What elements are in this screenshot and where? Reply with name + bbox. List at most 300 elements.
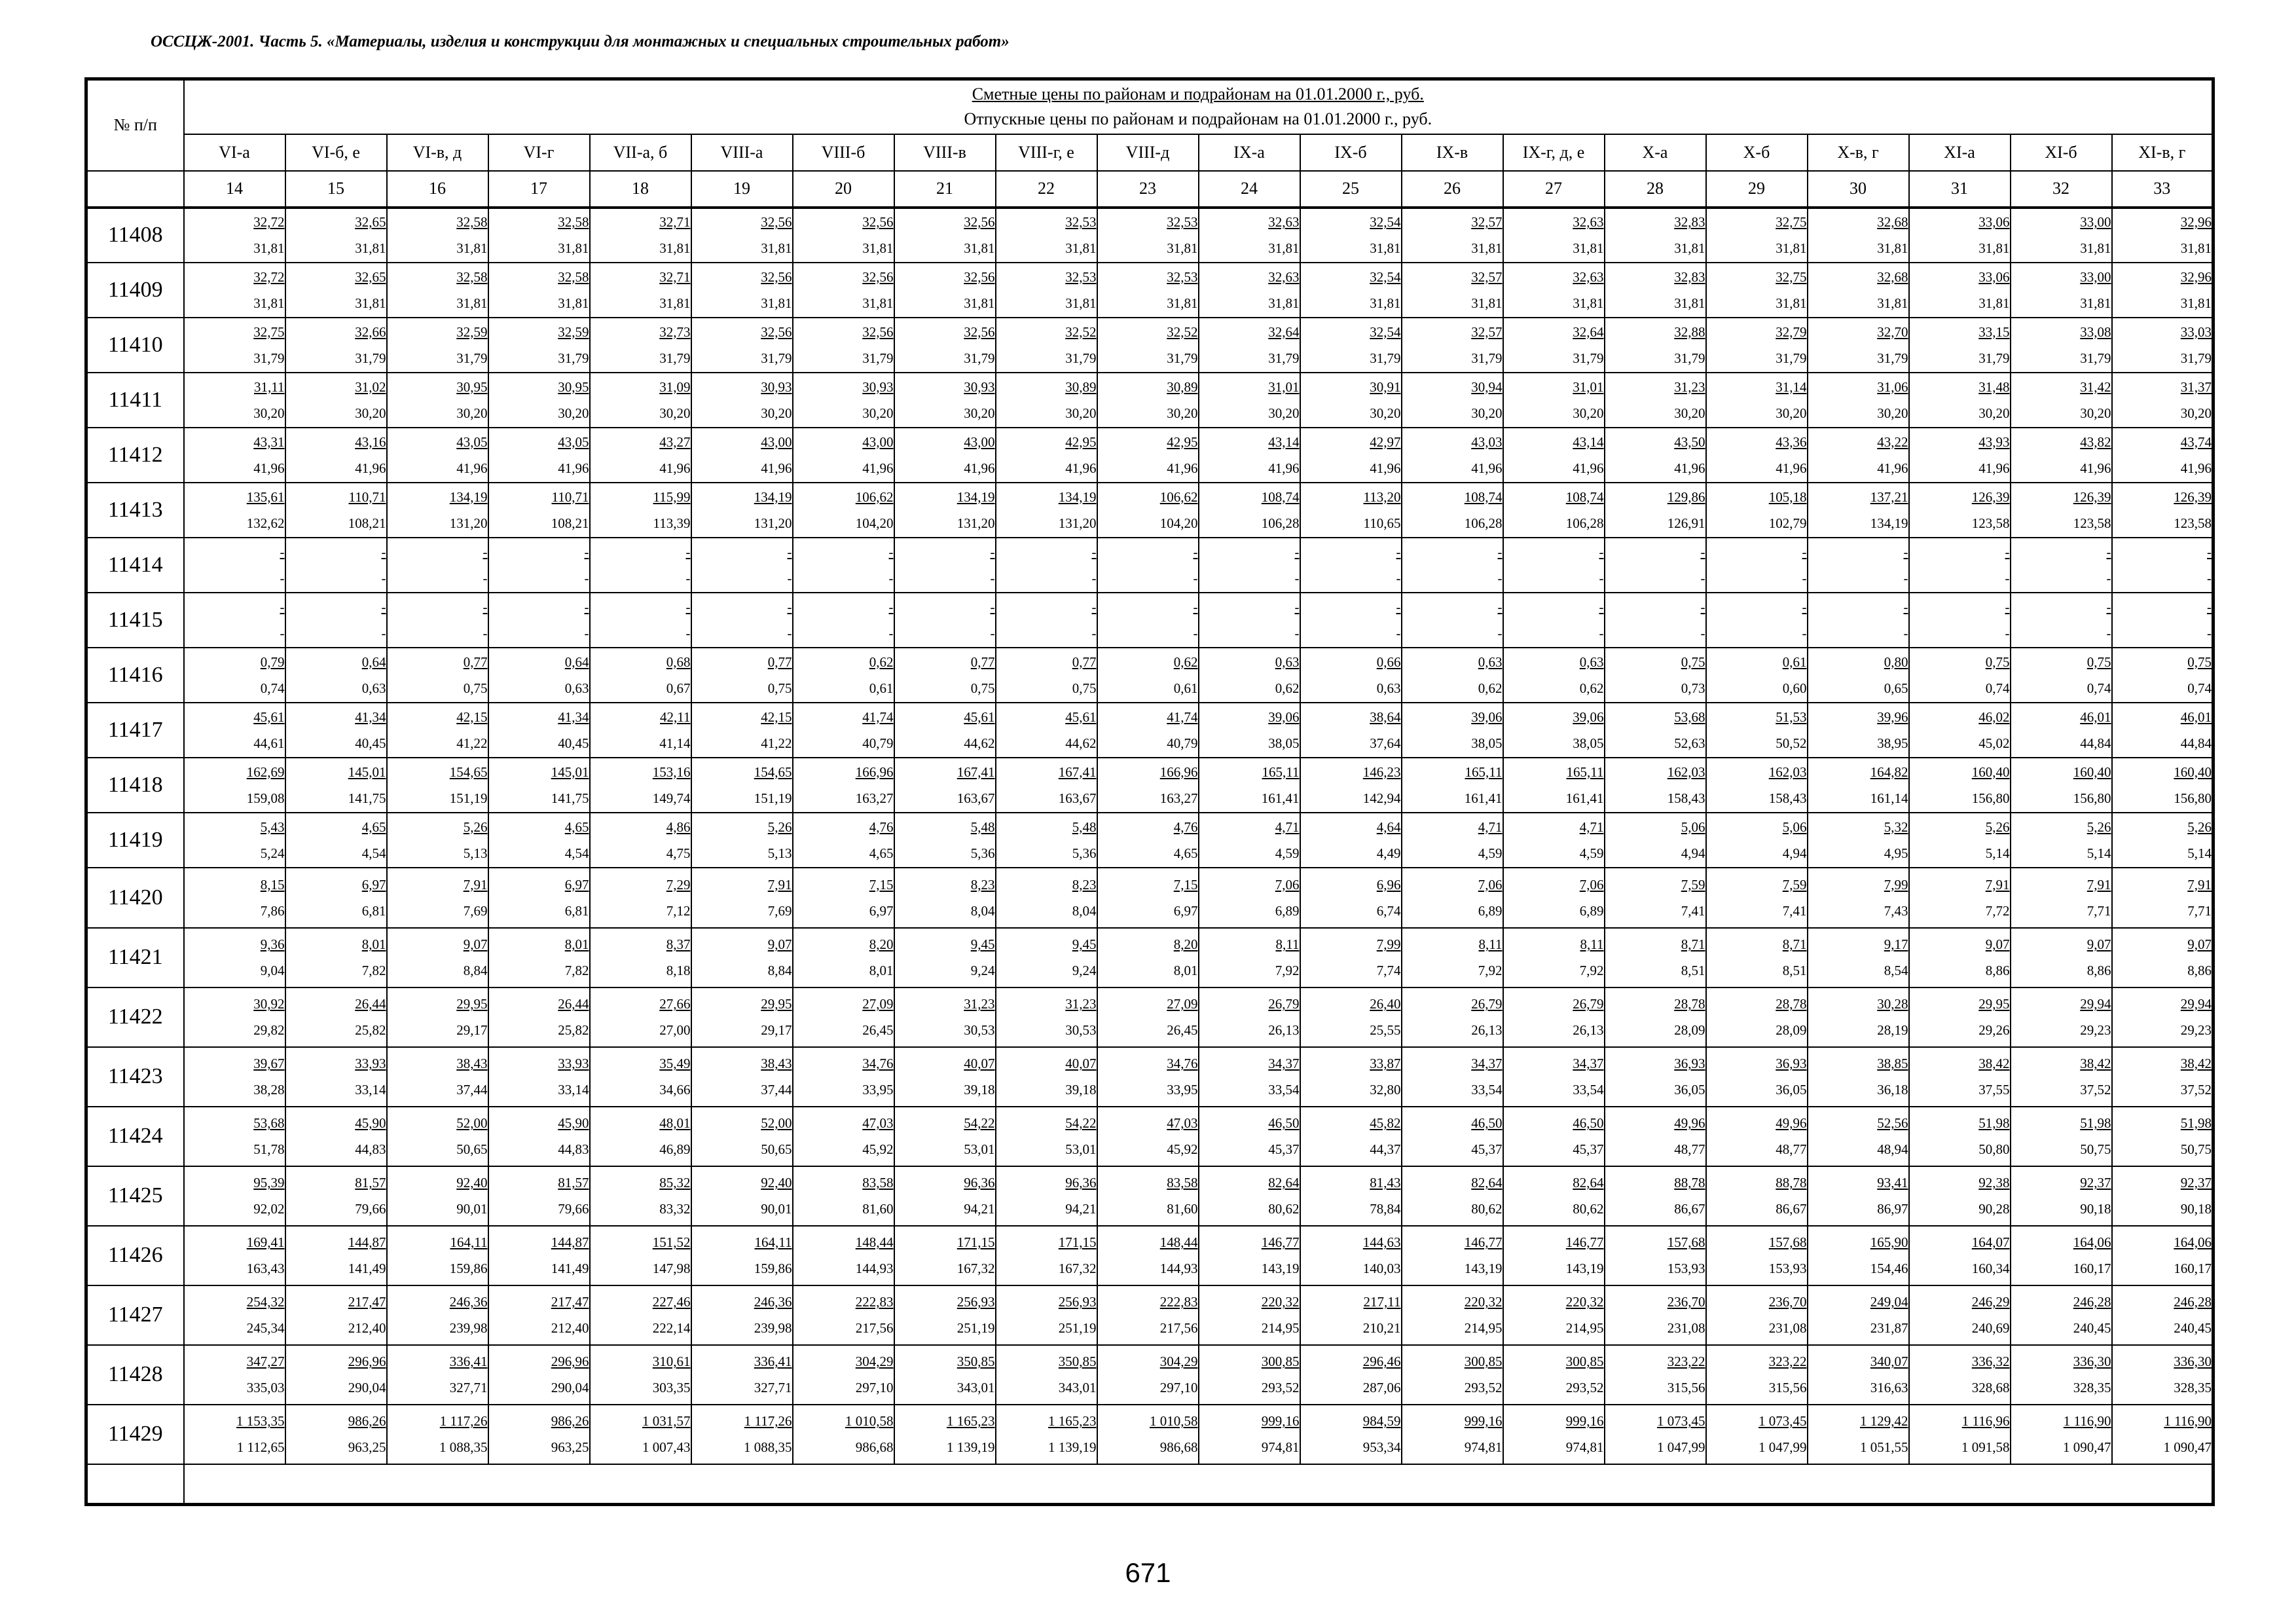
release-price: 142,94	[1362, 790, 1401, 806]
estimated-price: 1 117,26	[439, 1413, 488, 1429]
price-cell	[488, 483, 590, 538]
price-cell	[387, 373, 488, 428]
release-price: 1 051,55	[1860, 1439, 1908, 1455]
release-price: 44,61	[253, 735, 285, 751]
price-cell	[1300, 318, 1402, 373]
price-cell	[2011, 868, 2112, 928]
release-price: 167,32	[957, 1261, 995, 1276]
release-price: 30,20	[1877, 405, 1908, 421]
estimated-price: 29,95	[1978, 996, 2010, 1012]
release-price: 38,05	[1573, 735, 1604, 751]
region-header: IX-а	[1199, 134, 1300, 171]
estimated-price: 153,16	[652, 764, 691, 780]
release-price: 30,20	[456, 405, 488, 421]
price-cell	[2112, 928, 2214, 987]
price-cell	[387, 318, 488, 373]
price-cell	[996, 483, 1097, 538]
release-price: 7,41	[1782, 902, 1807, 919]
release-price: -	[381, 625, 386, 641]
release-price: 8,18	[666, 963, 691, 978]
estimated-price: 1 010,58	[1150, 1413, 1198, 1429]
release-price: 0,75	[463, 680, 488, 696]
region-header: VI-в, д	[387, 134, 488, 171]
estimated-price: 32,64	[1573, 323, 1604, 340]
price-cell	[996, 813, 1097, 868]
price-cell	[590, 373, 691, 428]
release-price: 31,81	[558, 240, 589, 256]
release-price: 963,25	[551, 1439, 589, 1455]
release-price: 44,84	[2180, 735, 2212, 751]
price-cell	[1909, 868, 2011, 928]
region-header: IX-б	[1300, 134, 1402, 171]
price-cell	[1909, 373, 2011, 428]
release-price: 144,93	[1159, 1261, 1198, 1276]
price-cell	[1300, 483, 1402, 538]
estimated-price: 5,06	[1782, 819, 1807, 835]
price-cell	[691, 208, 793, 263]
price-cell	[691, 703, 793, 758]
release-price: 44,83	[355, 1141, 386, 1157]
release-price: 132,62	[246, 515, 285, 531]
price-cell	[894, 1226, 996, 1285]
price-cell	[691, 1285, 793, 1345]
row-code: 11422	[86, 987, 184, 1047]
estimated-price: 7,15	[869, 876, 894, 893]
release-price: 328,35	[2174, 1380, 2212, 1395]
price-cell	[1097, 593, 1199, 648]
price-cell	[2112, 208, 2214, 263]
estimated-price: -	[1802, 599, 1807, 615]
price-cell	[1706, 703, 1808, 758]
price-cell	[1300, 263, 1402, 318]
estimated-price: 0,62	[1173, 654, 1198, 670]
price-cell	[1503, 1107, 1605, 1166]
page-number: 671	[1125, 1557, 1171, 1588]
price-cell	[1503, 648, 1605, 703]
price-cell	[2112, 483, 2214, 538]
estimated-price: 38,85	[1877, 1056, 1908, 1071]
price-cell	[1199, 813, 1300, 868]
estimated-price: 105,18	[1768, 489, 1807, 505]
column-number: 16	[387, 171, 488, 208]
price-cell	[387, 593, 488, 648]
estimated-price: 217,47	[348, 1294, 386, 1310]
price-cell	[996, 648, 1097, 703]
price-cell	[1300, 1047, 1402, 1107]
estimated-price: 43,00	[964, 434, 995, 450]
release-price: 31,81	[1573, 295, 1604, 311]
estimated-price: 46,50	[1573, 1115, 1604, 1131]
estimated-price: 0,75	[2187, 654, 2212, 670]
price-cell	[488, 318, 590, 373]
estimated-price: 31,01	[1573, 378, 1604, 395]
estimated-price: 157,68	[1667, 1234, 1705, 1250]
release-price: 46,89	[659, 1141, 691, 1157]
release-price: 31,81	[2180, 240, 2212, 256]
estimated-price: 164,11	[754, 1234, 792, 1250]
estimated-price: 27,66	[659, 996, 691, 1012]
estimated-price: 4,65	[361, 819, 386, 835]
release-price: 6,97	[1173, 902, 1198, 919]
release-price: 290,04	[348, 1380, 386, 1395]
price-cell	[590, 263, 691, 318]
estimated-price: 96,36	[1065, 1175, 1097, 1190]
estimated-price: 43,93	[1978, 434, 2010, 450]
estimated-price: 167,41	[957, 764, 995, 780]
estimated-price: 53,68	[253, 1115, 285, 1131]
estimated-price: 30,89	[1065, 378, 1097, 395]
price-cell	[1503, 208, 1605, 263]
release-price: 78,84	[1370, 1201, 1401, 1217]
price-cell	[894, 1405, 996, 1464]
release-price: 44,62	[964, 735, 995, 751]
price-cell	[1300, 593, 1402, 648]
release-price: 41,14	[659, 735, 691, 751]
release-price: 33,14	[355, 1082, 386, 1098]
release-price: 974,81	[1261, 1439, 1300, 1455]
estimated-price: 45,61	[253, 709, 285, 725]
release-price: 9,24	[1072, 963, 1097, 978]
estimated-price: 45,61	[1065, 709, 1097, 725]
estimated-price: -	[1294, 599, 1300, 615]
estimated-price: -	[1802, 544, 1807, 560]
price-cell	[2011, 263, 2112, 318]
price-cell	[2011, 1047, 2112, 1107]
release-price: 41,96	[1370, 460, 1401, 476]
estimated-price: 220,32	[1464, 1294, 1503, 1310]
release-price: 37,52	[2080, 1082, 2111, 1098]
release-price: 50,75	[2080, 1141, 2111, 1157]
price-cell	[1706, 1285, 1808, 1345]
row-code: 11412	[86, 428, 184, 483]
release-price: 343,01	[1058, 1380, 1097, 1395]
release-price: 31,81	[355, 295, 386, 311]
column-number: 18	[590, 171, 691, 208]
estimated-price: 336,30	[2174, 1354, 2212, 1369]
price-cell	[1402, 1047, 1503, 1107]
estimated-price: 0,77	[970, 654, 995, 670]
estimated-price: 88,78	[1674, 1175, 1705, 1190]
release-price: -	[888, 625, 894, 641]
release-price: 293,52	[1261, 1380, 1300, 1395]
estimated-price: 144,63	[1362, 1234, 1401, 1250]
price-cell	[1503, 758, 1605, 813]
estimated-price: -	[787, 599, 792, 615]
price-cell	[1503, 1047, 1605, 1107]
estimated-price: 88,78	[1776, 1175, 1807, 1190]
estimated-price: 33,00	[2080, 214, 2111, 230]
release-price: 245,34	[246, 1320, 285, 1336]
price-cell	[1808, 868, 1909, 928]
price-cell	[894, 758, 996, 813]
release-price: 287,06	[1362, 1380, 1401, 1395]
price-cell	[996, 1226, 1097, 1285]
price-cell	[1808, 208, 1909, 263]
release-price: 90,01	[761, 1201, 792, 1217]
estimated-price: 323,22	[1667, 1354, 1705, 1369]
estimated-price: 8,20	[1173, 936, 1198, 952]
release-price: 4,54	[361, 845, 386, 861]
release-price: -	[1802, 570, 1807, 586]
estimated-price: 27,09	[862, 996, 894, 1012]
estimated-price: 40,07	[964, 1056, 995, 1071]
release-price: 50,80	[1978, 1141, 2010, 1157]
price-cell	[2011, 1107, 2112, 1166]
release-price: 163,67	[1058, 790, 1097, 806]
estimated-price: 41,74	[862, 709, 894, 725]
column-number: 31	[1909, 171, 2011, 208]
release-price: 158,43	[1768, 790, 1807, 806]
price-cell	[590, 593, 691, 648]
price-cell	[1199, 1047, 1300, 1107]
release-price: 7,82	[564, 963, 589, 978]
release-price: 151,19	[449, 790, 488, 806]
estimated-price: -	[381, 544, 386, 560]
release-price: 30,20	[558, 405, 589, 421]
release-price: 1 047,99	[1758, 1439, 1807, 1455]
column-number: 20	[793, 171, 894, 208]
release-price: 31,81	[862, 240, 894, 256]
release-price: 31,81	[1776, 240, 1807, 256]
estimated-price: 8,71	[1782, 936, 1807, 952]
estimated-price: 9,36	[260, 936, 285, 952]
price-cell	[1706, 263, 1808, 318]
estimated-price: 39,96	[1877, 709, 1908, 725]
estimated-price: 8,11	[1580, 936, 1604, 952]
price-cell	[488, 538, 590, 593]
release-price: 0,75	[970, 680, 995, 696]
release-price: 131,20	[449, 515, 488, 531]
price-cell	[285, 1345, 387, 1405]
release-price: 7,69	[463, 902, 488, 919]
release-price: 4,49	[1376, 845, 1401, 861]
release-price: 45,37	[1471, 1141, 1503, 1157]
estimated-price: 32,65	[355, 214, 386, 230]
estimated-price: 83,58	[862, 1175, 894, 1190]
release-price: 4,65	[869, 845, 894, 861]
release-price: 163,67	[957, 790, 995, 806]
release-price: 31,79	[1776, 350, 1807, 366]
estimated-price: 32,64	[1268, 323, 1300, 340]
estimated-price: 7,06	[1275, 876, 1300, 893]
price-cell	[691, 1405, 793, 1464]
price-cell	[1808, 1345, 1909, 1405]
estimated-price: 33,03	[2180, 323, 2212, 340]
price-cell	[996, 1107, 1097, 1166]
price-cell	[1605, 1166, 1706, 1226]
release-price: 33,95	[1167, 1082, 1198, 1098]
estimated-price: 151,52	[652, 1234, 691, 1250]
release-price: 167,32	[1058, 1261, 1097, 1276]
release-price: 31,79	[1573, 350, 1604, 366]
estimated-price: 38,42	[2180, 1056, 2212, 1071]
price-cell	[1300, 1226, 1402, 1285]
row-code: 11416	[86, 648, 184, 703]
price-cell	[2011, 208, 2112, 263]
price-cell	[1605, 208, 1706, 263]
price-cell	[1503, 318, 1605, 373]
estimated-price: 5,26	[767, 819, 792, 835]
estimated-price: -	[2106, 599, 2111, 615]
price-cell	[691, 1345, 793, 1405]
estimated-price: 146,23	[1362, 764, 1401, 780]
release-price: 31,79	[1471, 350, 1503, 366]
price-cell	[590, 648, 691, 703]
release-price: -	[1193, 570, 1198, 586]
price-cell	[1300, 373, 1402, 428]
estimated-price: 32,57	[1471, 323, 1503, 340]
price-cell	[996, 1047, 1097, 1107]
estimated-price: 0,64	[564, 654, 589, 670]
price-cell	[2112, 1226, 2214, 1285]
estimated-price: 336,32	[1971, 1354, 2010, 1369]
price-cell	[1909, 263, 2011, 318]
estimated-price: -	[1903, 544, 1908, 560]
estimated-price: 31,37	[2180, 378, 2212, 395]
release-price: 102,79	[1768, 515, 1807, 531]
estimated-price: 32,75	[1776, 268, 1807, 285]
release-price: -	[1193, 625, 1198, 641]
price-cell	[2011, 703, 2112, 758]
price-cell	[894, 703, 996, 758]
release-price: 33,14	[558, 1082, 589, 1098]
price-cell	[1199, 928, 1300, 987]
price-cell	[590, 538, 691, 593]
price-cell	[1097, 483, 1199, 538]
release-price: -	[1903, 625, 1908, 641]
price-cell	[1605, 1107, 1706, 1166]
release-price: 0,63	[1376, 680, 1401, 696]
column-number: 23	[1097, 171, 1199, 208]
column-number: 25	[1300, 171, 1402, 208]
price-cell	[1503, 1285, 1605, 1345]
estimated-price: 134,19	[957, 489, 995, 505]
estimated-price: 164,11	[450, 1234, 488, 1250]
table-title-line-1: Сметные цены по районам и подрайонам на 01.01.2000 г., руб.	[972, 84, 1424, 104]
release-price: -	[685, 625, 691, 641]
release-price: 26,13	[1573, 1022, 1604, 1038]
release-price: 160,34	[1971, 1261, 2010, 1276]
price-cell	[2011, 1285, 2112, 1345]
estimated-price: 43,00	[862, 434, 894, 450]
release-price: 156,80	[1971, 790, 2010, 806]
release-price: 5,13	[767, 845, 792, 861]
price-cell	[691, 868, 793, 928]
release-price: 5,24	[260, 845, 285, 861]
release-price: 31,81	[1065, 295, 1097, 311]
region-header: VIII-а	[691, 134, 793, 171]
price-cell	[2011, 593, 2112, 648]
estimated-price: -	[2207, 544, 2212, 560]
estimated-price: 32,56	[862, 323, 894, 340]
estimated-price: 999,16	[1565, 1413, 1604, 1429]
estimated-price: 115,99	[653, 489, 691, 505]
release-price: 8,01	[1173, 963, 1198, 978]
estimated-price: 4,76	[1173, 819, 1198, 835]
estimated-price: 9,07	[2086, 936, 2111, 952]
estimated-price: 32,70	[1877, 323, 1908, 340]
row-code: 11420	[86, 868, 184, 928]
release-price: 149,74	[652, 790, 691, 806]
price-cell	[1097, 428, 1199, 483]
estimated-price: 160,40	[1971, 764, 2010, 780]
estimated-price: 5,32	[1884, 819, 1908, 835]
price-cell	[1909, 1047, 2011, 1107]
price-cell	[1199, 593, 1300, 648]
release-price: 79,66	[558, 1201, 589, 1217]
estimated-price: 43,00	[761, 434, 792, 450]
release-price: 126,91	[1667, 515, 1705, 531]
estimated-price: 45,82	[1370, 1115, 1401, 1131]
price-cell	[996, 428, 1097, 483]
release-price: 161,14	[1870, 790, 1908, 806]
release-price: 30,20	[1370, 405, 1401, 421]
price-cell	[1605, 1345, 1706, 1405]
price-cell	[1199, 208, 1300, 263]
price-cell	[691, 1226, 793, 1285]
estimated-price: 222,83	[1159, 1294, 1198, 1310]
release-price: 31,81	[558, 295, 589, 311]
estimated-price: 9,07	[463, 936, 488, 952]
release-price: 7,92	[1579, 963, 1604, 978]
estimated-price: 30,93	[862, 378, 894, 395]
release-price: 33,54	[1471, 1082, 1503, 1098]
estimated-price: 32,71	[659, 214, 691, 230]
estimated-price: -	[483, 544, 488, 560]
estimated-price: 7,91	[1985, 876, 2010, 893]
estimated-price: 26,79	[1268, 996, 1300, 1012]
price-cell	[387, 428, 488, 483]
price-cell	[488, 373, 590, 428]
estimated-price: 246,28	[2174, 1294, 2212, 1310]
release-price: 31,81	[1065, 240, 1097, 256]
estimated-price: 42,15	[456, 709, 488, 725]
estimated-price: 32,96	[2180, 268, 2212, 285]
price-cell	[1300, 868, 1402, 928]
estimated-price: 30,28	[1877, 996, 1908, 1012]
release-price: 48,77	[1776, 1141, 1807, 1157]
release-price: 163,27	[1159, 790, 1198, 806]
price-cell	[1808, 1226, 1909, 1285]
estimated-price: 30,94	[1471, 378, 1503, 395]
estimated-price: 92,40	[456, 1175, 488, 1190]
release-price: 31,81	[1167, 240, 1198, 256]
release-price: 303,35	[652, 1380, 691, 1395]
release-price: 31,81	[1268, 295, 1300, 311]
estimated-price: 126,39	[2073, 489, 2111, 505]
release-price: 31,79	[456, 350, 488, 366]
release-price: 4,54	[564, 845, 589, 861]
release-price: 5,13	[463, 845, 488, 861]
column-number: 21	[894, 171, 996, 208]
release-price: -	[1396, 625, 1401, 641]
price-cell	[488, 1226, 590, 1285]
price-cell	[1808, 813, 1909, 868]
release-price: 31,79	[253, 350, 285, 366]
column-number-blank	[86, 171, 184, 208]
estimated-price: 46,50	[1471, 1115, 1503, 1131]
price-cell	[1706, 1166, 1808, 1226]
release-price: 31,79	[964, 350, 995, 366]
estimated-price: 33,87	[1370, 1056, 1401, 1071]
release-price: 41,96	[456, 460, 488, 476]
price-cell	[1402, 538, 1503, 593]
release-price: 28,19	[1877, 1022, 1908, 1038]
estimated-price: 32,53	[1065, 214, 1097, 230]
estimated-price: 7,91	[2187, 876, 2212, 893]
estimated-price: 39,06	[1268, 709, 1300, 725]
release-price: 50,65	[761, 1141, 792, 1157]
